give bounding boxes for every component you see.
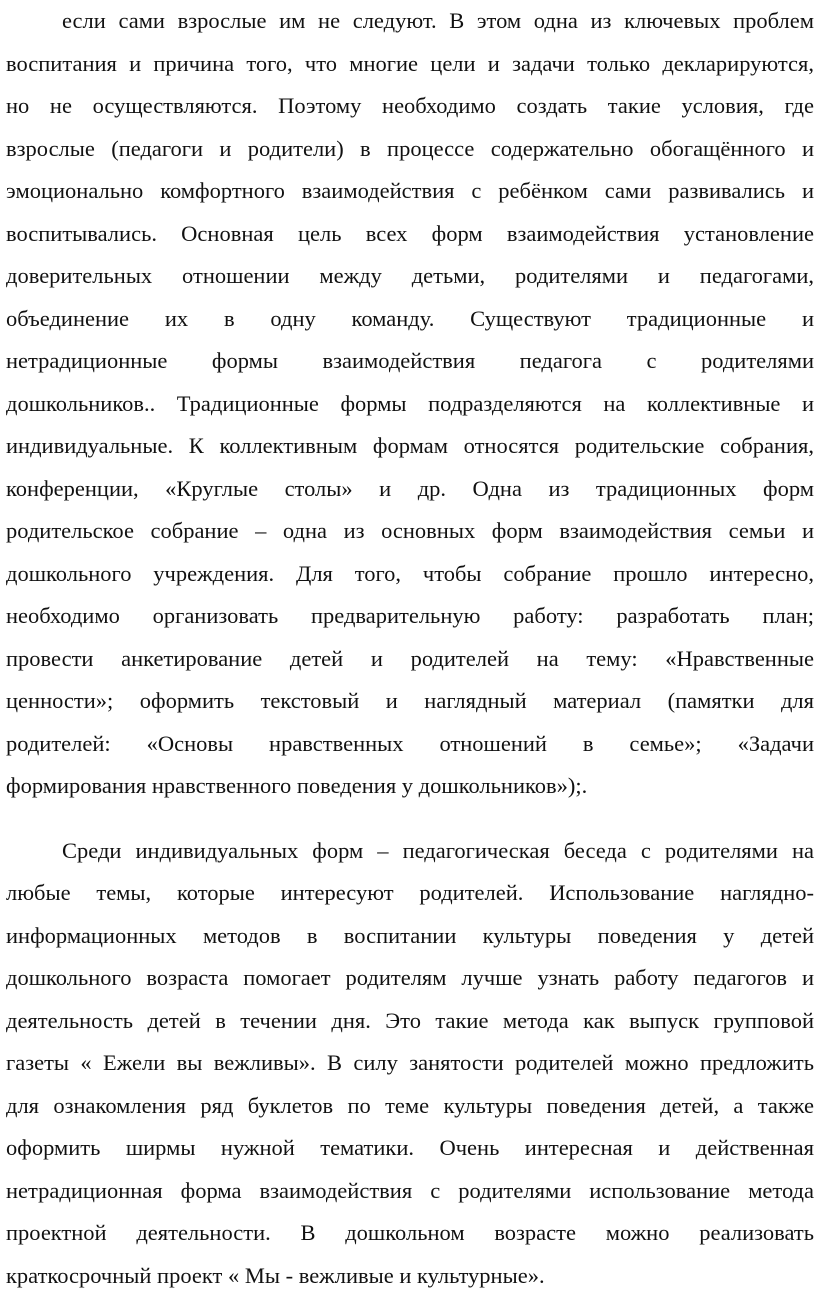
text-line: любые темы, которые интересуют родителей. Использование наглядно- [6,880,814,905]
text-line: но не осуществляются. Поэтому необходимо создать такие условия, где [6,93,814,118]
text-line: необходимо организовать предварительную работу: разработать план; [6,603,814,628]
text-line: краткосрочный проект « Мы - вежливые и культурные». [6,1262,545,1288]
text-line: дошкольников.. Традиционные формы подразделяются на коллективные и [6,390,814,416]
text-line: для ознакомления ряд буклетов по теме культуры поведения детей, а также [6,1092,814,1118]
text-line: родителей: «Основы нравственных отношений в семье»; «Задачи [6,730,814,756]
text-line: ценности»; оформить текстовый и наглядный материал (памятки для [6,688,814,713]
text-line: воспитания и причина того, что многие цели и задачи только декларируются, [6,50,814,76]
text-line: если сами взрослые им не следуют. В этом одна из ключевых проблем [62,8,814,33]
text-line: оформить ширмы нужной тематики. Очень интересная и действенная [6,1135,814,1160]
text-line: газеты « Ежели вы вежливы». В силу занятости родителей можно предложить [6,1050,814,1075]
text-line: провести анкетирование детей и родителей на тему: «Нравственные [6,645,814,671]
paragraph-1 [6,0,814,808]
text-line: дошкольного учреждения. Для того, чтобы собрание прошло интересно, [6,560,814,586]
text-line: дошкольного возраста помогает родителям лучше узнать работу педагогов и [6,965,814,990]
text-line: формирования нравственного поведения у дошкольников»);. [6,773,588,798]
paragraph-2 [6,830,814,1298]
text-line: взрослые (педагоги и родители) в процессе содержательно обогащённого и [6,135,814,161]
text-line: объединение их в одну команду. Существуют традиционные и [6,305,814,331]
text-line: родительское собрание – одна из основных форм взаимодействия семьи и [6,518,814,543]
text-line: Среди индивидуальных форм – педагогическая беседа с родителями на [62,837,814,863]
text-line: воспитывались. Основная цель всех форм взаимодействия установление [6,220,814,246]
text-line: эмоционально комфортного взаимодействия с ребёнком сами развивались и [6,178,814,203]
text-line: нетрадиционная форма взаимодействия с родителями использование метода [6,1177,814,1203]
text-line: информационных методов в воспитании культуры поведения у детей [6,922,814,948]
document-page [6,0,814,1297]
text-line: нетрадиционные формы взаимодействия педагога с родителями [6,348,814,373]
text-line: проектной деятельности. В дошкольном возрасте можно реализовать [6,1220,814,1245]
text-line: индивидуальные. К коллективным формам относятся родительские собрания, [6,433,814,458]
text-line: деятельность детей в течении дня. Это такие метода как выпуск групповой [6,1007,814,1033]
text-line: конференции, «Круглые столы» и др. Одна из традиционных форм [6,475,814,501]
text-line: доверительных отношении между детьми, родителями и педагогами, [6,263,814,288]
